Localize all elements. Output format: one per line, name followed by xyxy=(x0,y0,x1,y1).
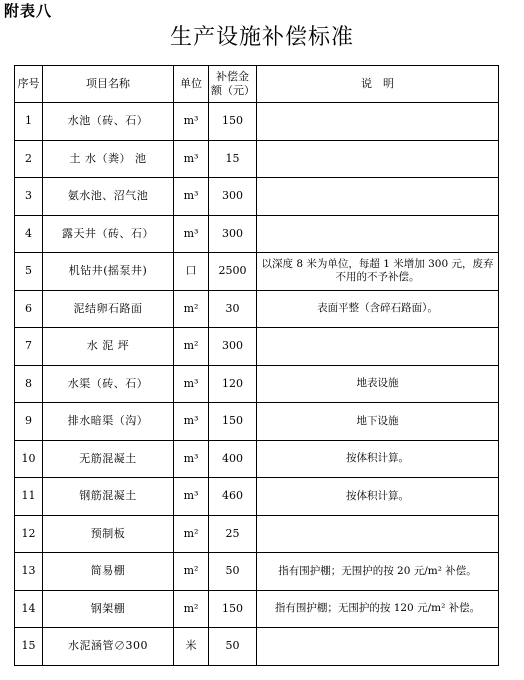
table-row xyxy=(15,478,499,516)
cell-note: 地下设施 xyxy=(257,403,499,441)
cell-unit: m² xyxy=(174,328,209,366)
cell-note: 指有围护棚；无围护的按 20 元/m² 补偿。 xyxy=(257,553,499,591)
col-header-note: 说 明 xyxy=(257,66,499,103)
table-row xyxy=(15,440,499,478)
table-row xyxy=(15,178,499,216)
cell-no: 9 xyxy=(15,403,43,441)
appendix-label: 附表八 xyxy=(4,2,53,20)
cell-amount: 300 xyxy=(209,215,257,253)
page-title: 生产设施补偿标准 xyxy=(169,25,354,50)
table-row xyxy=(15,590,499,628)
cell-no: 15 xyxy=(15,628,43,666)
cell-name: 无筋混凝土 xyxy=(43,440,174,478)
cell-unit: m² xyxy=(174,290,209,328)
cell-note xyxy=(257,103,499,141)
cell-amount: 50 xyxy=(209,628,257,666)
cell-unit: m³ xyxy=(174,215,209,253)
cell-amount: 15 xyxy=(209,140,257,178)
cell-no: 14 xyxy=(15,590,43,628)
cell-unit: m³ xyxy=(174,103,209,141)
cell-name: 水 泥 坪 xyxy=(43,328,174,366)
cell-unit: m³ xyxy=(174,140,209,178)
cell-unit: m² xyxy=(174,590,209,628)
cell-no: 13 xyxy=(15,553,43,591)
cell-note: 指有围护棚；无围护的按 120 元/m² 补偿。 xyxy=(257,590,499,628)
cell-unit: m³ xyxy=(174,403,209,441)
cell-note xyxy=(257,628,499,666)
cell-amount: 150 xyxy=(209,403,257,441)
col-header-name: 项目名称 xyxy=(43,66,174,103)
cell-name: 水池（砖、石） xyxy=(43,103,174,141)
table-row xyxy=(15,403,499,441)
cell-unit: 米 xyxy=(174,628,209,666)
cell-amount: 120 xyxy=(209,365,257,403)
cell-amount: 460 xyxy=(209,478,257,516)
cell-amount: 300 xyxy=(209,178,257,216)
cell-note: 以深度 8 米为单位，每超 1 米增加 300 元，废弃不用的不予补偿。 xyxy=(257,253,499,291)
table-row xyxy=(15,628,499,666)
cell-note: 地表设施 xyxy=(257,365,499,403)
cell-name: 机钻井(摇泵井) xyxy=(43,253,174,291)
cell-note xyxy=(257,515,499,553)
cell-no: 4 xyxy=(15,215,43,253)
col-header-no: 序号 xyxy=(15,66,43,103)
cell-unit: m² xyxy=(174,553,209,591)
table-row xyxy=(15,515,499,553)
cell-note: 按体积计算。 xyxy=(257,478,499,516)
cell-no: 8 xyxy=(15,365,43,403)
cell-name: 土 水（粪） 池 xyxy=(43,140,174,178)
table-row xyxy=(15,365,499,403)
cell-no: 6 xyxy=(15,290,43,328)
cell-unit: m³ xyxy=(174,365,209,403)
cell-amount: 2500 xyxy=(209,253,257,291)
cell-note xyxy=(257,328,499,366)
table-row xyxy=(15,215,499,253)
cell-note: 表面平整（含碎石路面）。 xyxy=(257,290,499,328)
cell-amount: 25 xyxy=(209,515,257,553)
cell-amount: 150 xyxy=(209,590,257,628)
cell-no: 12 xyxy=(15,515,43,553)
table-row xyxy=(15,328,499,366)
table-row xyxy=(15,140,499,178)
col-header-amount: 补偿金额（元） xyxy=(209,66,257,103)
cell-no: 3 xyxy=(15,178,43,216)
cell-unit: m³ xyxy=(174,440,209,478)
cell-note xyxy=(257,215,499,253)
cell-amount: 50 xyxy=(209,553,257,591)
col-header-unit: 单位 xyxy=(174,66,209,103)
table-header-row xyxy=(15,66,499,103)
cell-name: 泥结卵石路面 xyxy=(43,290,174,328)
cell-note xyxy=(257,178,499,216)
cell-note: 按体积计算。 xyxy=(257,440,499,478)
cell-unit: m² xyxy=(174,515,209,553)
cell-no: 7 xyxy=(15,328,43,366)
cell-unit: m³ xyxy=(174,178,209,216)
cell-name: 水泥涵管∅300 xyxy=(43,628,174,666)
cell-amount: 400 xyxy=(209,440,257,478)
cell-name: 氨水池、沼气池 xyxy=(43,178,174,216)
cell-name: 排水暗渠（沟） xyxy=(43,403,174,441)
cell-unit: 口 xyxy=(174,253,209,291)
compensation-table xyxy=(14,65,499,666)
cell-note xyxy=(257,140,499,178)
cell-no: 1 xyxy=(15,103,43,141)
cell-name: 预制板 xyxy=(43,515,174,553)
table-row xyxy=(15,103,499,141)
table-row xyxy=(15,290,499,328)
cell-amount: 30 xyxy=(209,290,257,328)
cell-name: 钢筋混凝土 xyxy=(43,478,174,516)
cell-amount: 300 xyxy=(209,328,257,366)
cell-name: 露天井（砖、石） xyxy=(43,215,174,253)
cell-no: 10 xyxy=(15,440,43,478)
cell-no: 5 xyxy=(15,253,43,291)
cell-no: 11 xyxy=(15,478,43,516)
table-body xyxy=(15,103,499,666)
cell-name: 钢架棚 xyxy=(43,590,174,628)
cell-name: 水渠（砖、石） xyxy=(43,365,174,403)
table-row xyxy=(15,253,499,291)
cell-name: 简易棚 xyxy=(43,553,174,591)
cell-unit: m³ xyxy=(174,478,209,516)
cell-amount: 150 xyxy=(209,103,257,141)
table-row xyxy=(15,553,499,591)
cell-no: 2 xyxy=(15,140,43,178)
